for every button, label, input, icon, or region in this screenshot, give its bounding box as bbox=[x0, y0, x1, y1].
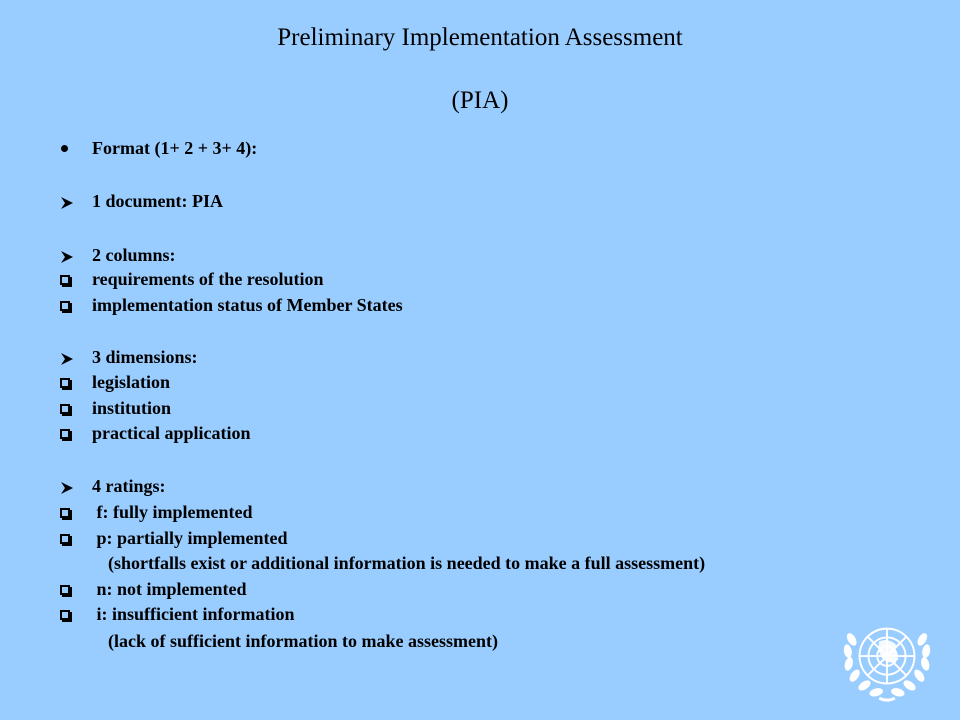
list-item-columns: 2 columns: bbox=[60, 244, 176, 266]
arrow-bullet-icon bbox=[60, 352, 74, 366]
list-item-legislation: legislation bbox=[60, 371, 170, 393]
checkbox-bullet-icon bbox=[60, 585, 70, 595]
list-item-document: 1 document: PIA bbox=[60, 190, 223, 212]
list-item-rating-p: p: partially implemented bbox=[60, 527, 288, 549]
slide-title: Preliminary Implementation Assessment bbox=[277, 24, 683, 51]
list-item-ratings: 4 ratings: bbox=[60, 475, 166, 497]
checkbox-bullet-icon bbox=[60, 301, 70, 311]
checkbox-bullet-icon bbox=[60, 378, 70, 388]
list-item-dimensions: 3 dimensions: bbox=[60, 346, 198, 368]
list-item-rating-i: i: insufficient information bbox=[60, 603, 295, 625]
checkbox-bullet-icon bbox=[60, 404, 70, 414]
list-item-format: Format (1+ 2 + 3+ 4): bbox=[60, 137, 257, 159]
checkbox-bullet-icon bbox=[60, 534, 70, 544]
arrow-bullet-icon bbox=[60, 481, 74, 495]
un-emblem-icon bbox=[838, 610, 936, 708]
checkbox-bullet-icon bbox=[60, 429, 70, 439]
list-item-practical: practical application bbox=[60, 422, 251, 444]
rating-i-note: (lack of sufficient information to make assessment) bbox=[108, 631, 498, 651]
list-item-institution: institution bbox=[60, 397, 171, 419]
list-item-rating-n: n: not implemented bbox=[60, 578, 247, 600]
slide-subtitle: (PIA) bbox=[451, 87, 509, 114]
arrow-bullet-icon bbox=[60, 250, 74, 264]
list-item-column-status: implementation status of Member States bbox=[60, 294, 403, 316]
arrow-bullet-icon bbox=[60, 196, 74, 210]
checkbox-bullet-icon bbox=[60, 610, 70, 620]
checkbox-bullet-icon bbox=[60, 275, 70, 285]
round-bullet-icon bbox=[61, 145, 68, 152]
rating-p-note: (shortfalls exist or additional information is needed to make a full assessment) bbox=[108, 553, 706, 573]
list-item-column-requirements: requirements of the resolution bbox=[60, 268, 324, 290]
list-item-rating-f: f: fully implemented bbox=[60, 501, 252, 523]
checkbox-bullet-icon bbox=[60, 508, 70, 518]
